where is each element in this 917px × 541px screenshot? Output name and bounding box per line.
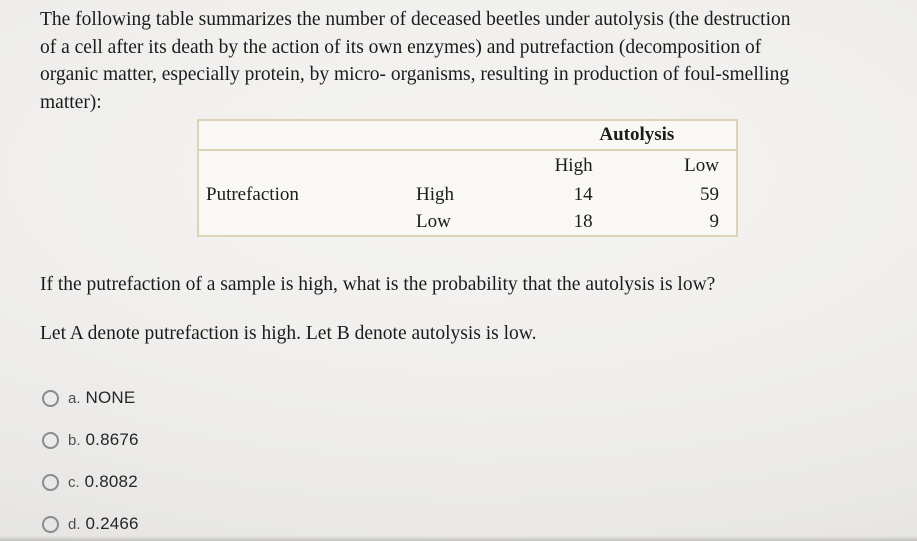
- option-label: NONE: [85, 388, 136, 407]
- table-empty-cell: [403, 151, 500, 180]
- option-row-a[interactable]: [42, 388, 881, 408]
- question-prompt: If the putrefaction of a sample is high, what is the probability that the autolysis is low?: [40, 274, 716, 295]
- option-letter: d.: [68, 515, 81, 533]
- table-col-header-high: High: [554, 155, 593, 176]
- radio-icon[interactable]: [42, 516, 59, 533]
- intro-line: organic matter, especially protein, by micro- organisms, resulting in production of foul-smelling: [40, 64, 790, 85]
- table-empty-cell: [199, 151, 403, 180]
- answer-options: [42, 388, 881, 534]
- table-col-header-low: Low: [684, 155, 719, 176]
- intro-line: matter):: [40, 91, 102, 113]
- option-row-b[interactable]: [42, 430, 881, 450]
- table-value-high-high: 14: [573, 184, 593, 205]
- intro-line: of a cell after its death by the action of its own enzymes) and putrefaction (decomposition of: [40, 36, 762, 58]
- option-label: 0.8082: [84, 472, 138, 491]
- option-letter: a.: [68, 389, 81, 407]
- table-empty-cell: [199, 209, 403, 235]
- radio-icon[interactable]: [42, 432, 59, 449]
- table-value-low-low: 9: [709, 211, 719, 232]
- option-letter: c.: [68, 473, 80, 491]
- option-label: 0.2466: [85, 514, 139, 533]
- table-column-group-header: Autolysis: [500, 121, 736, 151]
- option-row-c[interactable]: [42, 472, 881, 492]
- table-row-group-header: Putrefaction: [206, 184, 299, 205]
- radio-icon[interactable]: [42, 474, 59, 491]
- option-letter: b.: [68, 431, 81, 449]
- question-intro: [40, 6, 881, 116]
- contingency-table: [197, 119, 738, 237]
- option-row-d[interactable]: [42, 514, 881, 534]
- radio-icon[interactable]: [42, 390, 59, 407]
- table-row-header-low: Low: [416, 211, 451, 232]
- table-corner-cell: [199, 121, 500, 151]
- question-note: Let A denote putrefaction is high. Let B denote autolysis is low.: [40, 323, 537, 344]
- table-value-low-high: 18: [573, 211, 593, 232]
- table-value-high-low: 59: [699, 184, 719, 205]
- option-label: 0.8676: [85, 430, 139, 449]
- intro-line: The following table summarizes the number of deceased beetles under autolysis (the destruction: [40, 9, 791, 30]
- table-row-header-high: High: [416, 184, 455, 205]
